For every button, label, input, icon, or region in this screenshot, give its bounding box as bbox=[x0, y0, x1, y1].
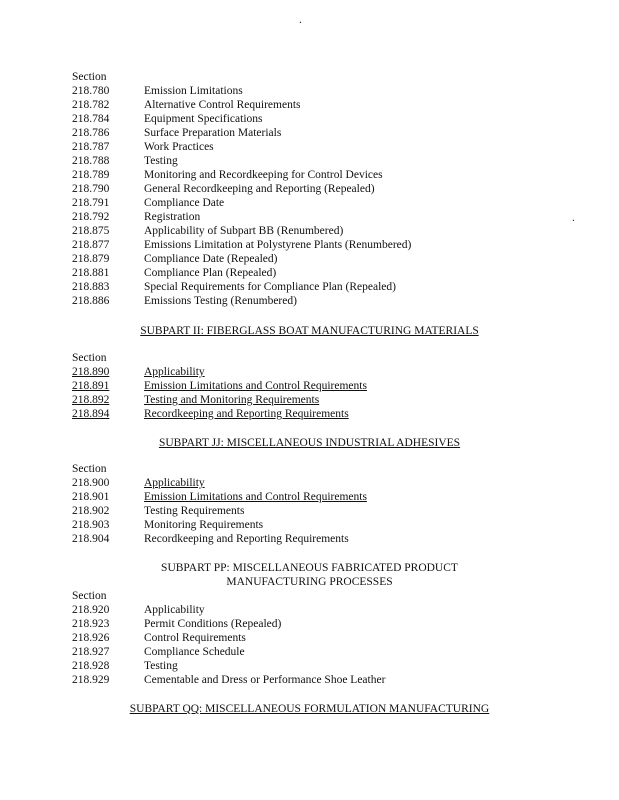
section-number: 218.877 bbox=[72, 239, 110, 251]
section-title: Work Practices bbox=[144, 141, 214, 153]
section-title: Permit Conditions (Repealed) bbox=[144, 618, 282, 630]
section-title: Control Requirements bbox=[144, 632, 246, 644]
section-title: Registration bbox=[144, 211, 201, 223]
section-title: Monitoring Requirements bbox=[144, 519, 264, 531]
section-number: 218.787 bbox=[72, 141, 110, 153]
section-number: 218.886 bbox=[72, 295, 110, 307]
section-number: 218.782 bbox=[72, 99, 110, 111]
section-title: Emissions Testing (Renumbered) bbox=[144, 295, 297, 307]
section-number: 218.903 bbox=[72, 519, 110, 531]
section-number: 218.929 bbox=[72, 674, 110, 686]
section-title: Compliance Schedule bbox=[144, 646, 245, 658]
section-title: Emission Limitations and Control Requirements bbox=[144, 380, 367, 392]
section-number: 218.891 bbox=[72, 380, 110, 392]
section-title: Surface Preparation Materials bbox=[144, 127, 282, 139]
section-number: 218.788 bbox=[72, 155, 110, 167]
section-title: General Recordkeeping and Reporting (Repealed) bbox=[144, 183, 375, 195]
margin-mark: . bbox=[572, 212, 575, 224]
subpart-jj-heading: SUBPART JJ: MISCELLANEOUS INDUSTRIAL ADHESIVES bbox=[158, 437, 461, 449]
section-number: 218.786 bbox=[72, 127, 110, 139]
section-title: Compliance Plan (Repealed) bbox=[144, 267, 277, 279]
page-mark: . bbox=[299, 14, 302, 26]
section-number: 218.926 bbox=[72, 632, 110, 644]
section-number: 218.879 bbox=[72, 253, 110, 265]
section-number: 218.883 bbox=[72, 281, 110, 293]
section-title: Testing Requirements bbox=[144, 505, 245, 517]
section-title: Monitoring and Recordkeeping for Control Devices bbox=[144, 169, 383, 181]
section-title: Recordkeeping and Reporting Requirements bbox=[144, 533, 349, 545]
section-number: 218.791 bbox=[72, 197, 110, 209]
section-title: Equipment Specifications bbox=[144, 113, 263, 125]
section-title: Cementable and Dress or Performance Shoe Leather bbox=[144, 674, 386, 686]
section-title: Alternative Control Requirements bbox=[144, 99, 301, 111]
section-number: 218.923 bbox=[72, 618, 110, 630]
section-title: Emission Limitations bbox=[144, 85, 243, 97]
section-title: Emissions Limitation at Polystyrene Plants (Renumbered) bbox=[144, 239, 412, 251]
section-title: Applicability bbox=[144, 477, 205, 489]
section-number: 218.790 bbox=[72, 183, 110, 195]
section-title: Compliance Date (Repealed) bbox=[144, 253, 278, 265]
section-number: 218.902 bbox=[72, 505, 110, 517]
document-page: . . Section 218.780 Emission Limitations 218.782 Alternative Control Requirements 218.784 Equipment Specifications 218.786 Surface Preparation Materials 218.787 Work Practices 218.788 Testing 218.789 Monitoring and Recordkeeping for Control Devices 218.790 General Recordkeeping and Reporting (Repealed) 218.791 Compliance Date 218.792 Registration 218.875 Applicability of Subpart BB (Renumbered) 218.877 Emissions Limitation at Polystyrene Plants (Renumbered) 218.879 Compliance Date (Repealed) 218.881 Compliance Plan (Repealed) 218.883 Special Requirements for Compliance Plan (Repealed) 218.886 Emissions Testing (Renumbered) SUBPART II: FIBERGLASS BOAT MANUFACTURING MATERIALS Section 218.890 Applicability 218.891 Emission Limitations and Control Requirements 218.892 Testing and Monitoring Requirements 218.894 Recordkeeping and Reporting Requirements SUBPART JJ: MISCELLANEOUS INDUSTRIAL ADHESIVES Section 218.900 Applicability 218.901 Emission Limitations and Control Requirements 218.902 Testing Requirements 218.903 Monitoring Requirements 218.904 Recordkeeping and Reporting Requirements SUBPART PP: MISCELLANEOUS FABRICATED PRODUCT MANUFACTURING PROCESSES Section 218.920 Applicability 218.923 Permit Conditions (Repealed) 218.926 Control Requirements 218.927 Compliance Schedule 218.928 Testing 218.929 Cementable and Dress or Performance Shoe Leather SUBPART QQ: MISCELLANEOUS FORMULATION MANUFACTURING bbox=[0, 0, 619, 800]
section-number: 218.894 bbox=[72, 408, 110, 420]
section-number: 218.875 bbox=[72, 225, 110, 237]
section-title: Emission Limitations and Control Requirements bbox=[144, 491, 367, 503]
section-number: 218.900 bbox=[72, 477, 110, 489]
section-number: 218.927 bbox=[72, 646, 110, 658]
section-title: Special Requirements for Compliance Plan (Repealed) bbox=[144, 281, 396, 293]
section-title: Testing bbox=[144, 660, 178, 672]
section-number: 218.780 bbox=[72, 85, 110, 97]
subpart-qq-heading: SUBPART QQ: MISCELLANEOUS FORMULATION MANUFACTURING bbox=[129, 703, 490, 715]
section-number: 218.928 bbox=[72, 660, 110, 672]
section-number: 218.904 bbox=[72, 533, 110, 545]
section-title: Compliance Date bbox=[144, 197, 225, 209]
section-number: 218.892 bbox=[72, 394, 110, 406]
section-title: Applicability bbox=[144, 604, 205, 616]
section-title: Applicability of Subpart BB (Renumbered) bbox=[144, 225, 344, 237]
section-title: Recordkeeping and Reporting Requirements bbox=[144, 408, 349, 420]
subpart-ii-heading: SUBPART II: FIBERGLASS BOAT MANUFACTURING MATERIALS bbox=[140, 325, 479, 337]
subpart-pp-heading-line-2: MANUFACTURING PROCESSES bbox=[226, 576, 393, 588]
section-number: 218.792 bbox=[72, 211, 110, 223]
section-title: Applicability bbox=[144, 366, 205, 378]
subpart-pp-heading: SUBPART PP: MISCELLANEOUS FABRICATED PRODUCT bbox=[161, 562, 458, 574]
section-title: Testing and Monitoring Requirements bbox=[144, 394, 320, 406]
section-number: 218.881 bbox=[72, 267, 110, 279]
section-number: 218.789 bbox=[72, 169, 110, 181]
section-title: Testing bbox=[144, 155, 178, 167]
section-number: 218.784 bbox=[72, 113, 110, 125]
section-number: 218.920 bbox=[72, 604, 110, 616]
section-number: 218.901 bbox=[72, 491, 110, 503]
section-number: 218.890 bbox=[72, 366, 110, 378]
